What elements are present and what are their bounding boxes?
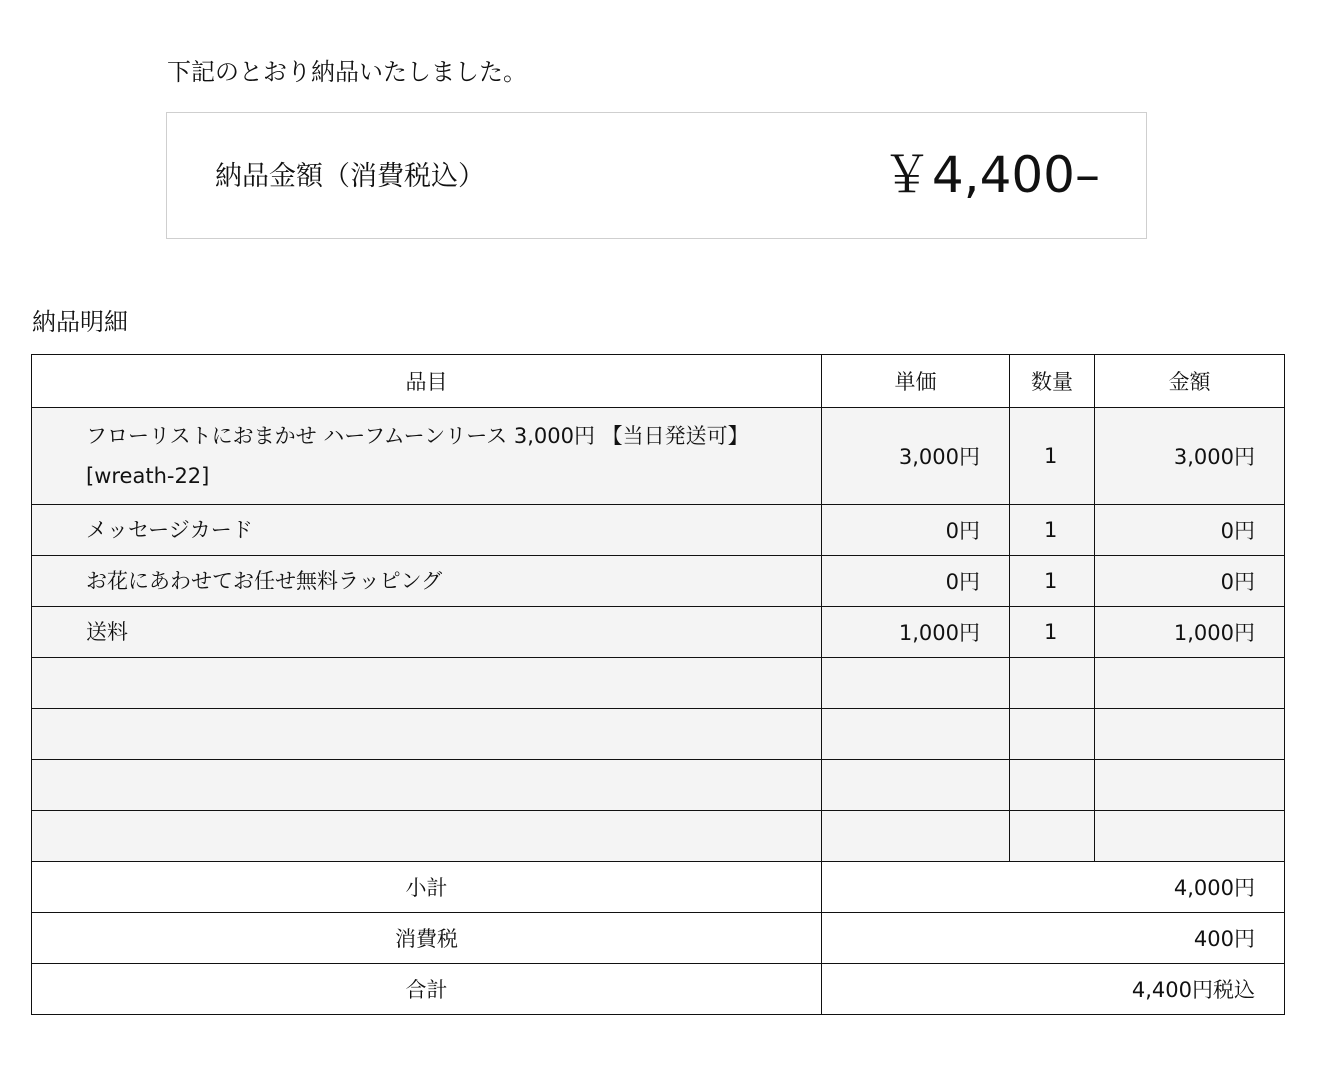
item-quantity: [1010, 811, 1095, 862]
table-row-empty: [32, 811, 1285, 862]
total-row: [32, 964, 1285, 1015]
tax-value: 400円: [822, 913, 1285, 964]
table-row: [32, 505, 1285, 556]
table-row-empty: [32, 760, 1285, 811]
table-row-empty: [32, 658, 1285, 709]
total-value: 4,400円税込: [822, 964, 1285, 1015]
table-header-row: [32, 355, 1285, 408]
header-unit-price: 単価: [822, 355, 1010, 408]
item-name: [32, 658, 822, 709]
subtotal-value: 4,000円: [822, 862, 1285, 913]
tax-row: [32, 913, 1285, 964]
item-unit-price: [822, 709, 1010, 760]
item-amount: [1095, 760, 1285, 811]
tax-label: 消費税: [32, 913, 822, 964]
item-quantity: 1: [1010, 556, 1095, 607]
item-unit-price: [822, 658, 1010, 709]
item-name: [32, 811, 822, 862]
item-name: [32, 760, 822, 811]
item-unit-price: 1,000円: [822, 607, 1010, 658]
delivery-amount-box: [166, 112, 1147, 239]
table-row: [32, 408, 1285, 505]
item-name: フローリストにおまかせ ハーフムーンリース 3,000円 【当日発送可】 [wreath-22]: [32, 408, 822, 505]
header-amount: 金額: [1095, 355, 1285, 408]
table-row-empty: [32, 709, 1285, 760]
item-quantity: 1: [1010, 505, 1095, 556]
header-item: 品目: [32, 355, 822, 408]
subtotal-row: [32, 862, 1285, 913]
item-unit-price: [822, 811, 1010, 862]
item-unit-price: 0円: [822, 556, 1010, 607]
total-label: 合計: [32, 964, 822, 1015]
item-name: メッセージカード: [32, 505, 822, 556]
item-amount: [1095, 658, 1285, 709]
item-amount: [1095, 811, 1285, 862]
delivery-amount-value: ￥4,400–: [881, 146, 1100, 204]
delivery-amount-label: 納品金額（消費税込）: [215, 161, 485, 192]
table-row: [32, 556, 1285, 607]
table-row: [32, 607, 1285, 658]
item-amount: 0円: [1095, 505, 1285, 556]
item-quantity: 1: [1010, 408, 1095, 505]
item-amount: 1,000円: [1095, 607, 1285, 658]
item-unit-price: 0円: [822, 505, 1010, 556]
intro-text: 下記のとおり納品いたしました。: [167, 58, 527, 86]
section-title: 納品明細: [32, 308, 128, 336]
item-name: [32, 709, 822, 760]
item-quantity: [1010, 760, 1095, 811]
delivery-detail-table: [31, 354, 1285, 1015]
item-quantity: [1010, 709, 1095, 760]
header-quantity: 数量: [1010, 355, 1095, 408]
item-amount: 0円: [1095, 556, 1285, 607]
item-amount: 3,000円: [1095, 408, 1285, 505]
item-name: お花にあわせてお任せ無料ラッピング: [32, 556, 822, 607]
item-quantity: [1010, 658, 1095, 709]
item-name: 送料: [32, 607, 822, 658]
subtotal-label: 小計: [32, 862, 822, 913]
item-amount: [1095, 709, 1285, 760]
item-quantity: 1: [1010, 607, 1095, 658]
item-unit-price: 3,000円: [822, 408, 1010, 505]
item-unit-price: [822, 760, 1010, 811]
